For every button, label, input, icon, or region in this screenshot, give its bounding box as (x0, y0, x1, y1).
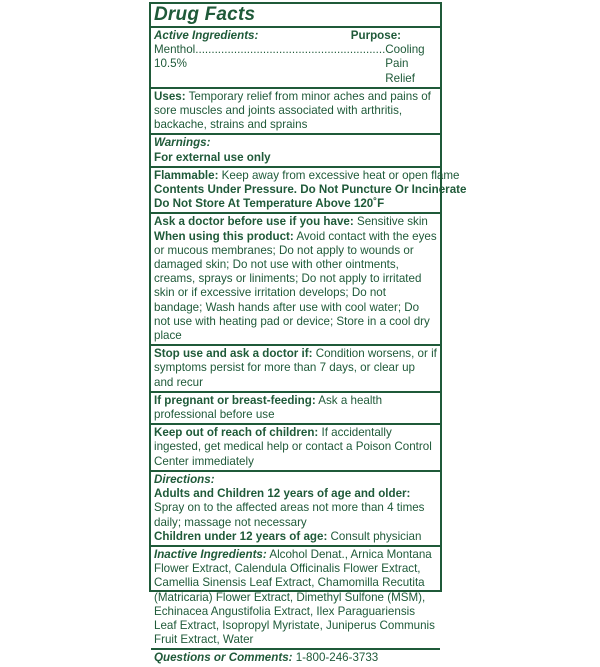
questions-phone: 1-800-246-3733 (295, 651, 379, 665)
stop-use-section (151, 346, 440, 393)
active-purpose: Cooling Pain Relief (385, 43, 425, 85)
inactive-heading: Inactive Ingredients: (154, 547, 267, 561)
inactive-body: Alcohol Denat., Arnica Montana Flower Extract, Calendula Officinalis Flower Extract, Camellia Sinensis Leaf Extract, Chamomilla Recutita (Matricaria) Flower Extract, Dimethyl Sulfone (MSM), Echinacea Angustifolia Extract, Ilex Paraguariensis Leaf Extract, Isopropyl Myristate, Juniperus Communis Fruit Extract, Water (154, 547, 435, 647)
when-using-body: Avoid contact with the eyes or mucous membranes; Do not apply to wounds or damaged skin; Do not use with other ointments, creams, sprays or liniments; Do not apply to irritated skin or if excessive irritation develops; Do not bandage; Wash hands after use with cool water; Do not use with heating pad or device; Store in a cool dry place (154, 229, 437, 343)
stop-use-text (154, 347, 437, 390)
warnings-section (151, 135, 440, 167)
uses-body: Temporary relief from minor aches and pains of sore muscles and joints associated with arthritis, backache, strains and sprains (154, 89, 431, 132)
under12-label: Children under 12 years of age: (154, 529, 328, 543)
questions-section (151, 650, 440, 666)
when-using-text (154, 230, 437, 344)
directions-heading: Directions: (154, 472, 215, 486)
active-header-row (154, 29, 437, 43)
warnings-heading: Warnings: (154, 136, 211, 150)
adults-body: Spray on to the affected areas not more than 4 times daily; massage not necessary (154, 501, 425, 529)
questions-line (154, 651, 437, 665)
pregnant-text (154, 394, 437, 422)
questions-heading: Questions or Comments: (154, 651, 293, 665)
pregnant-body: Ask a health professional before use (154, 393, 383, 422)
ask-doctor-label: Ask a doctor before use if you have: (154, 215, 354, 229)
active-ingredient: Menthol 10.5% (154, 43, 196, 71)
children-body: If accidentally ingested, get medical help or contact a Poison Control Center immediately (154, 426, 432, 468)
active-ingredients-heading: Active Ingredients: (154, 29, 259, 42)
when-using-label: When using this product: (154, 229, 294, 243)
ask-doctor-section (151, 214, 440, 346)
uses-section (151, 89, 440, 136)
adults-label: Adults and Children 12 years of age and older: (154, 487, 411, 501)
inactive-section (151, 547, 440, 650)
leader-dots: ........................................................... (195, 43, 386, 57)
children-label: Keep out of reach of children: (154, 426, 319, 440)
children-text (154, 426, 437, 469)
pressure-warning: Contents Under Pressure. Do Not Puncture Or Incinerate (154, 183, 467, 197)
children-section (151, 425, 440, 472)
purpose-heading: Purpose: (350, 29, 401, 42)
drug-facts-header (151, 4, 440, 28)
active-ingredient-row (154, 43, 437, 86)
ask-doctor-text: Sensitive skin (356, 215, 428, 229)
under12-body: Consult physician (330, 529, 422, 543)
stop-use-label: Stop use and ask a doctor if: (154, 347, 313, 361)
external-use-note: For external use only (154, 150, 271, 164)
under12-text (154, 530, 437, 544)
drug-facts-panel (149, 2, 467, 665)
drug-facts-title: Drug Facts (154, 4, 256, 25)
stop-use-body: Condition worsens, or if symptoms persist for more than 7 days, or clear up and recur (154, 347, 437, 389)
pregnant-section (151, 393, 440, 425)
adults-text (154, 487, 437, 530)
directions-section (151, 472, 440, 547)
ask-doctor-line (154, 215, 437, 229)
inactive-text (154, 548, 437, 647)
flammable-label: Flammable: (154, 168, 219, 182)
temperature-warning: Do Not Store At Temperature Above 120˚F (154, 197, 385, 211)
uses-label: Uses: (154, 89, 186, 103)
flammable-section (151, 168, 467, 215)
active-ingredients-section (151, 28, 440, 89)
uses-text (154, 90, 437, 133)
pregnant-label: If pregnant or breast-feeding: (154, 393, 316, 407)
flammable-line (154, 168, 460, 183)
flammable-text: Keep away from excessive heat or open flame (221, 168, 460, 182)
